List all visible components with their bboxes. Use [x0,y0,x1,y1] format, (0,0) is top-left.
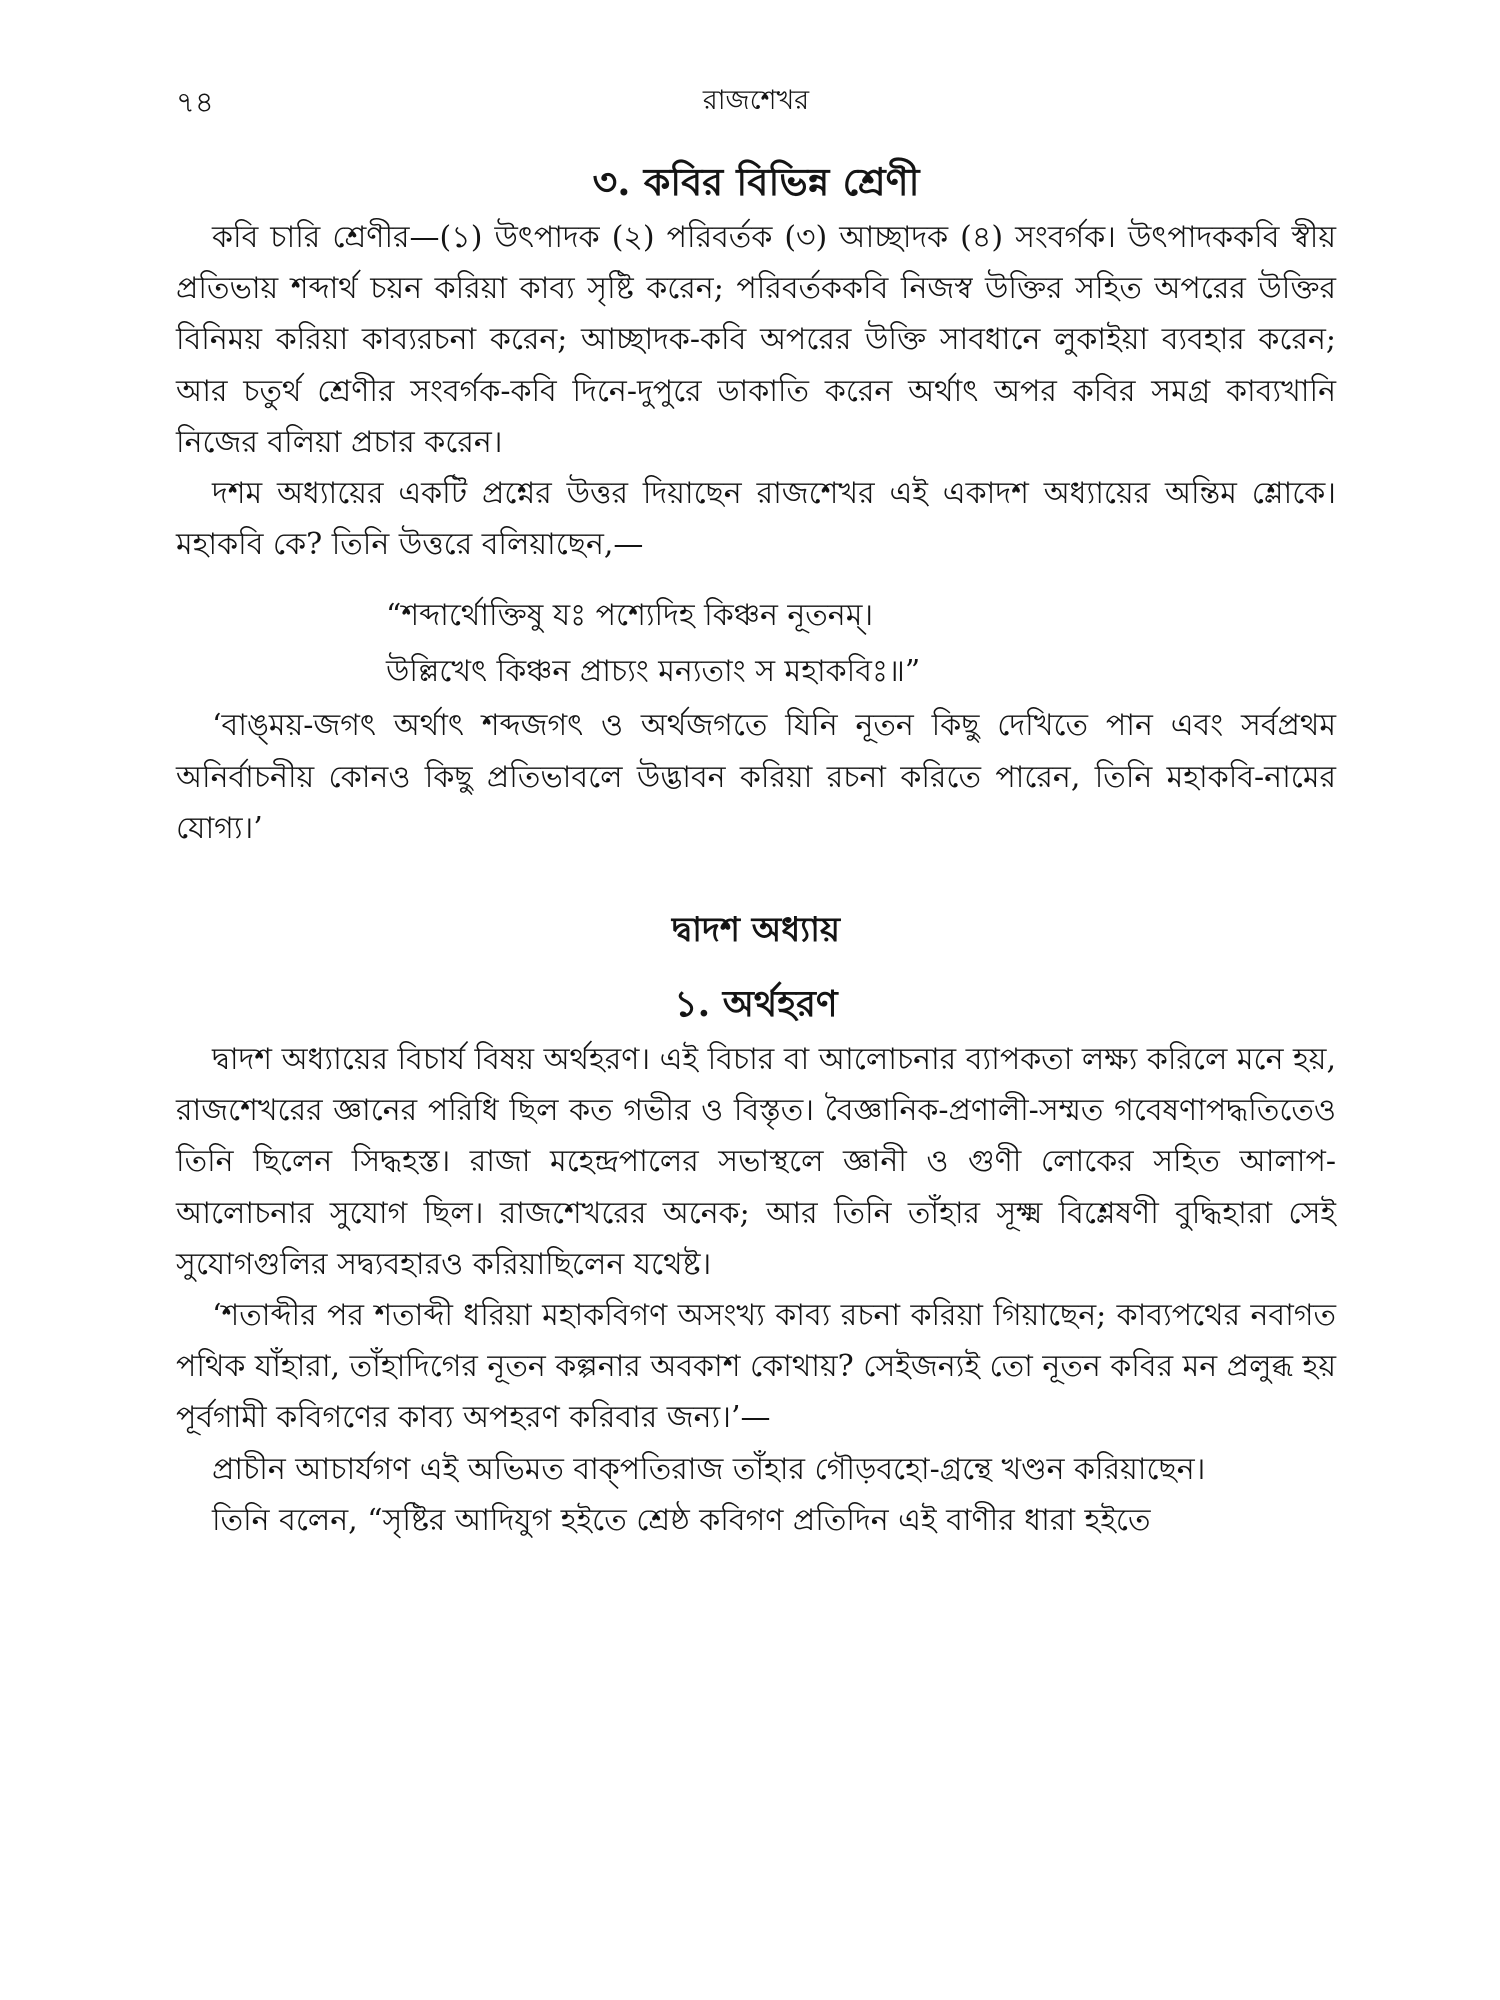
paragraph-he-says: তিনি বলেন, “সৃষ্টির আদিযুগ হইতে শ্রেষ্ঠ কবিগণ প্রতিদিন এই বাণীর ধারা হইতে [212,1502,1151,1538]
running-title: রাজশেখর [702,85,810,116]
verse-line-1: “শব্দার্থোক্তিষু যঃ পশ্যেদিহ কিঞ্চন নূতনম্। [386,598,874,634]
section-heading-arthaharan: ১. অর্থহরণ [674,983,838,1026]
chapter-heading-dwadash: দ্বাদশ অধ্যায় [671,910,841,951]
paragraph-arthaharan-intro: দ্বাদশ অধ্যায়ের বিচার্য বিষয় অর্থহরণ। এই বিচার বা আলোচনার ব্যাপকতা লক্ষ্য করিলে মনে হয়, রাজশেখরের জ্ঞানের পরিধি ছিল কত গভীর ও বিস্তৃত। বৈজ্ঞানিক-প্রণালী-সম্মত গবেষণাপদ্ধতিতেও তিনি ছিলেন সিদ্ধহস্ত। রাজা মহেন্দ্রপালের সভাস্থলে জ্ঞানী ও গুণী লোকের সহিত আলাপ-আলোচনার সুযোগ ছিল। রাজশেখরের অনেক; আর তিনি তাঁহার সূক্ষ্ম বিশ্লেষণী বুদ্ধিহারা সেই সুযোগগুলির সদ্ব্যবহারও করিয়াছিলেন যথেষ্ট। [176,1042,1336,1282]
sanskrit-verse [176,588,1336,700]
page-number: ৭৪ [176,85,214,119]
paragraph-verse-translation: ‘বাঙ্‌ময়-জগৎ অর্থাৎ শব্দজগৎ ও অর্থজগতে যিনি নূতন কিছু দেখিতে পান এবং সর্বপ্রথম অনির্বাচনীয় কোনও কিছু প্রতিভাবলে উদ্ভাবন করিয়া রচনা করিতে পারেন, তিনি মহাকবি-নামের যোগ্য।’ [176,708,1336,846]
book-page [176,70,1336,1970]
verse-line-2: উল্লিখেৎ কিঞ্চন প্রাচ্যং মন্যতাং স মহাকবিঃ॥” [386,654,921,690]
section-heading-kobir-shreni: ৩. কবির বিভিন্ন শ্রেণী [592,159,920,204]
paragraph-ancient-acharyas: প্রাচীন আচার্যগণ এই অভিমত বাক্‌পতিরাজ তাঁহার গৌড়বহো-গ্রন্থে খণ্ডন করিয়াছেন। [212,1451,1206,1487]
paragraph-centuries-quote: ‘শতাব্দীর পর শতাব্দী ধরিয়া মহাকবিগণ অসংখ্য কাব্য রচনা করিয়া গিয়াছেন; কাব্যপথের নবাগত পথিক যাঁহারা, তাঁহাদিগের নূতন কল্পনার অবকাশ কোথায়? সেইজন্যই তো নূতন কবির মন প্রলুব্ধ হয় পূর্বগামী কবিগণের কাব্য অপহরণ করিবার জন্য।’— [176,1298,1336,1436]
paragraph-mahakavi-question: দশম অধ্যায়ের একটি প্রশ্নের উত্তর দিয়াছেন রাজশেখর এই একাদশ অধ্যায়ের অন্তিম শ্লোকে। মহাকবি কে? তিনি উত্তরে বলিয়াছেন,— [176,476,1336,563]
paragraph-poet-categories: কবি চারি শ্রেণীর—(১) উৎপাদক (২) পরিবর্তক (৩) আচ্ছাদক (৪) সংবর্গক। উৎপাদককবি স্বীয় প্রতিভায় শব্দার্থ চয়ন করিয়া কাব্য সৃষ্টি করেন; পরিবর্তককবি নিজস্ব উক্তির সহিত অপরের উক্তির বিনিময় করিয়া কাব্যরচনা করেন; আচ্ছাদক-কবি অপরের উক্তি সাবধানে লুকাইয়া ব্যবহার করেন; আর চতুর্থ শ্রেণীর সংবর্গক-কবি দিনে-দুপুরে ডাকাতি করেন অর্থাৎ অপর কবির সমগ্র কাব্যখানি নিজের বলিয়া প্রচার করেন। [176,220,1336,460]
running-head [176,70,1336,130]
